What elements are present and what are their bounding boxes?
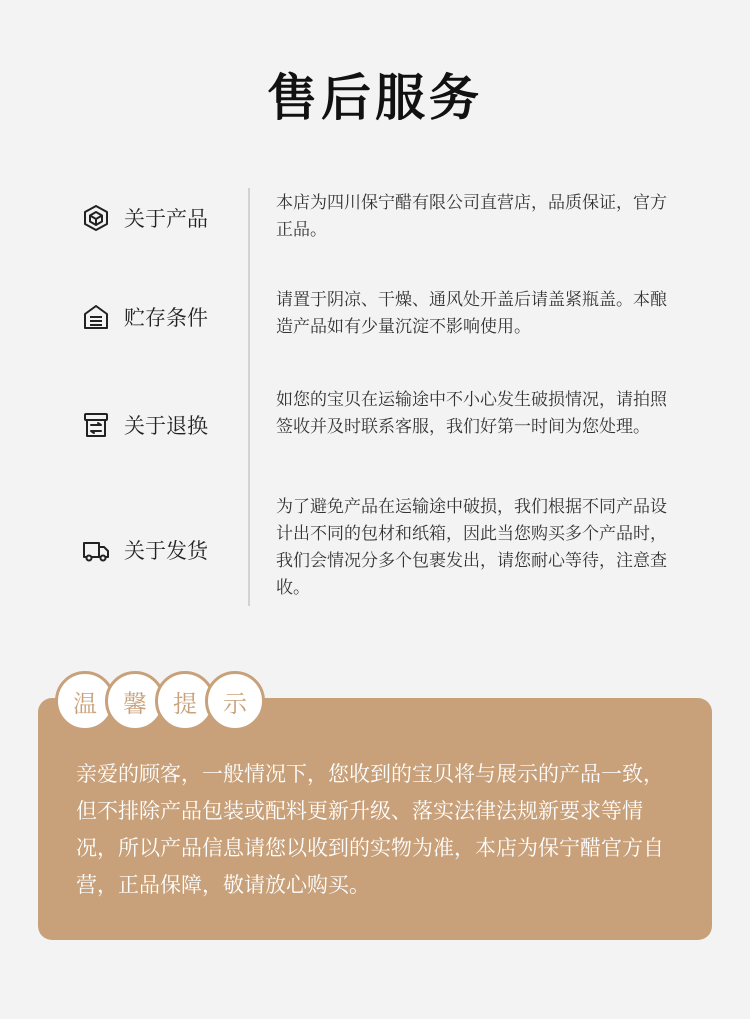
notice-badge: 示	[205, 671, 265, 731]
section-description: 本店为四川保宁醋有限公司直营店，品质保证，官方正品。	[276, 193, 667, 240]
section-title: 关于产品	[124, 207, 208, 231]
section-description: 请置于阴凉、干燥、通风处开盖后请盖紧瓶盖。本酿造产品如有少量沉淀不影响使用。	[276, 290, 667, 337]
page-title: 售后服务	[267, 68, 483, 127]
section-title: 关于退换	[124, 414, 208, 438]
section-label-shipping	[82, 535, 208, 565]
vertical-divider	[248, 188, 250, 606]
notice-badge: 提	[155, 671, 215, 731]
section-label-storage	[82, 302, 208, 332]
truck-icon	[82, 536, 110, 564]
notice-badge: 温	[55, 671, 115, 731]
notice-badge: 馨	[105, 671, 165, 731]
section-description: 如您的宝贝在运输途中不小心发生破损情况，请拍照签收并及时联系客服，我们好第一时间为您处理。	[276, 390, 667, 437]
section-description: 为了避免产品在运输途中破损，我们根据不同产品设计出不同的包材和纸箱，因此当您购买多个产品时，我们会情况分多个包裹发出，请您耐心等待，注意查收。	[276, 497, 667, 598]
warehouse-icon	[82, 303, 110, 331]
section-title: 贮存条件	[124, 306, 208, 330]
exchange-box-icon	[82, 411, 110, 439]
cube-icon	[82, 204, 110, 232]
notice-text: 亲爱的顾客，一般情况下，您收到的宝贝将与展示的产品一致，但不排除产品包装或配料更新升级、落实法律法规新要求等情况，所以产品信息请您以收到的实物为准，本店为保宁醋官方自营，正品保障，敬请放心购买。	[76, 762, 664, 897]
section-label-returns	[82, 410, 208, 440]
section-label-product	[82, 203, 208, 233]
section-title: 关于发货	[124, 539, 208, 563]
